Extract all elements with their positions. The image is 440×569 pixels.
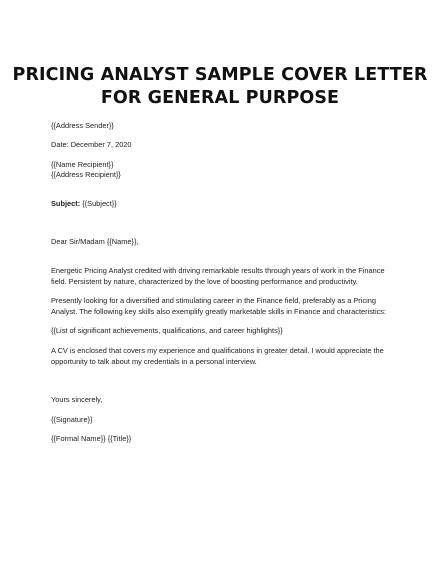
document-title-line-1: PRICING ANALYST SAMPLE COVER LETTER — [12, 65, 428, 85]
paragraph-achievements: {{List of significant achievements, qualifications, and career highlights}} — [51, 326, 283, 335]
paragraph-career: Presently looking for a diversified and stimulating career in the Finance field, preferably as a Pricing Analyst. The following key skills also exemplify greatly marketable skills in Finance and characteristics: — [51, 296, 387, 316]
address-recipient: {{Address Recipient}} — [51, 170, 121, 179]
closing: Yours sincerely, — [51, 395, 103, 404]
signature: {{Signature}} — [51, 415, 93, 424]
paragraph-intro: Energetic Pricing Analyst credited with driving remarkable results through years of work in the Finance field. Persistent by nature, characterized by the love of boosting performance and productivity. — [51, 266, 387, 286]
subject-label: Subject: — [51, 199, 81, 208]
subject-value: {{Subject}} — [80, 199, 117, 208]
subject-line — [51, 199, 117, 210]
name-recipient: {{Name Recipient}} — [51, 160, 114, 169]
formal-name: {{Formal Name}} {{Title}} — [51, 434, 132, 443]
document-title-line-2: FOR GENERAL PURPOSE — [100, 88, 340, 108]
paragraph-cv: A CV is enclosed that covers my experience and qualifications in greater detail. I would appreciate the opportunity to talk about my credentials in a personal interview. — [51, 346, 386, 366]
letter-date: Date: December 7, 2020 — [51, 140, 132, 149]
salutation: Dear Sir/Madam {{Name}}, — [51, 237, 139, 246]
address-sender: {{Address Sender}} — [51, 121, 114, 130]
